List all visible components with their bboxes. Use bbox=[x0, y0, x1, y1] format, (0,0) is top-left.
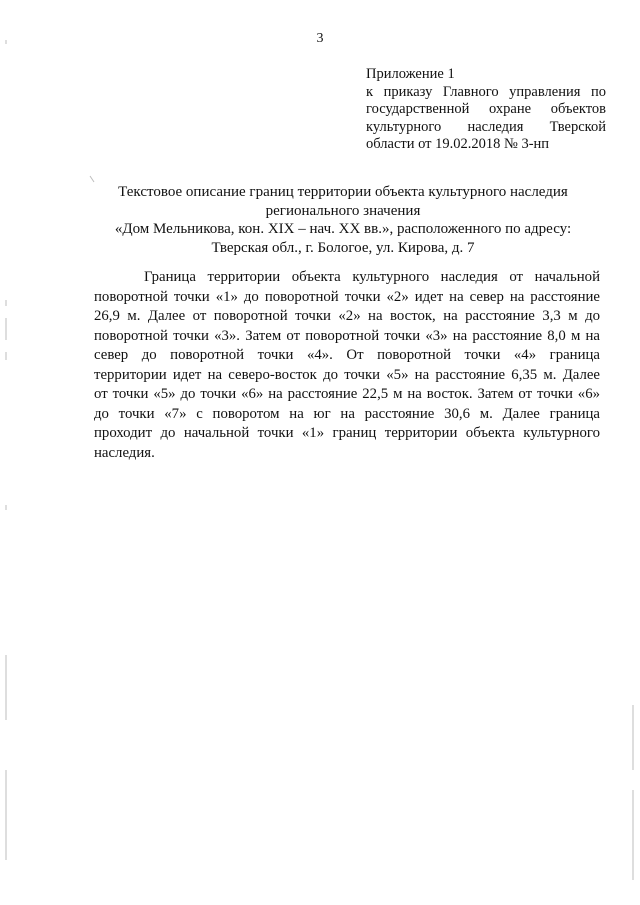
appendix-line: к приказу Главного управления по bbox=[366, 83, 606, 100]
appendix-line: культурного наследия Тверской bbox=[366, 118, 606, 135]
appendix-header bbox=[366, 66, 606, 154]
paragraph-line: север до поворотной точки «4». От поворотной точки «4» граница bbox=[94, 347, 600, 363]
paragraph-line: от точки «5» до точки «6» на расстояние 22,5 м на восток. Затем от точки «6» bbox=[94, 386, 600, 402]
title-line: Тверская обл., г. Бологое, ул. Кирова, д. 7 bbox=[211, 239, 475, 256]
document-title bbox=[96, 183, 590, 257]
appendix-line: государственной охране объектов bbox=[366, 101, 606, 117]
paragraph-line: 26,9 м. Далее от поворотной точки «2» на восток, на расстояние 3,3 м до bbox=[94, 308, 600, 324]
scan-mark bbox=[90, 176, 94, 182]
body-paragraph bbox=[94, 268, 600, 463]
paragraph-line: территории идет на северо-восток до точки «5» на расстояние 6,35 м. Далее bbox=[94, 366, 600, 383]
appendix-line: области от 19.02.2018 № 3-нп bbox=[366, 136, 550, 152]
paragraph-line: проходит до начальной точки «1» границ территории объекта культурного bbox=[94, 425, 600, 441]
paragraph-line: до точки «7» с поворотом на юг на расстояние 30,6 м. Далее граница bbox=[94, 405, 600, 422]
title-line: Текстовое описание границ территории объекта культурного наследия bbox=[118, 184, 568, 200]
title-line: регионального значения bbox=[265, 202, 421, 219]
appendix-line: Приложение 1 bbox=[366, 66, 455, 82]
paragraph-line: поворотной точки «3». Затем от поворотной точки «3» на расстояние 8,0 м на bbox=[94, 327, 600, 344]
paragraph-line: поворотной точки «1» до поворотной точки «2» идет на север на расстояние bbox=[94, 288, 600, 305]
paragraph-line: Граница территории объекта культурного наследия от начальной bbox=[144, 269, 600, 285]
title-line: «Дом Мельникова, кон. XIX – нач. XX вв.», расположенного по адресу: bbox=[114, 221, 572, 237]
paragraph-line: наследия. bbox=[94, 444, 155, 461]
page-number: 3 bbox=[316, 31, 324, 46]
